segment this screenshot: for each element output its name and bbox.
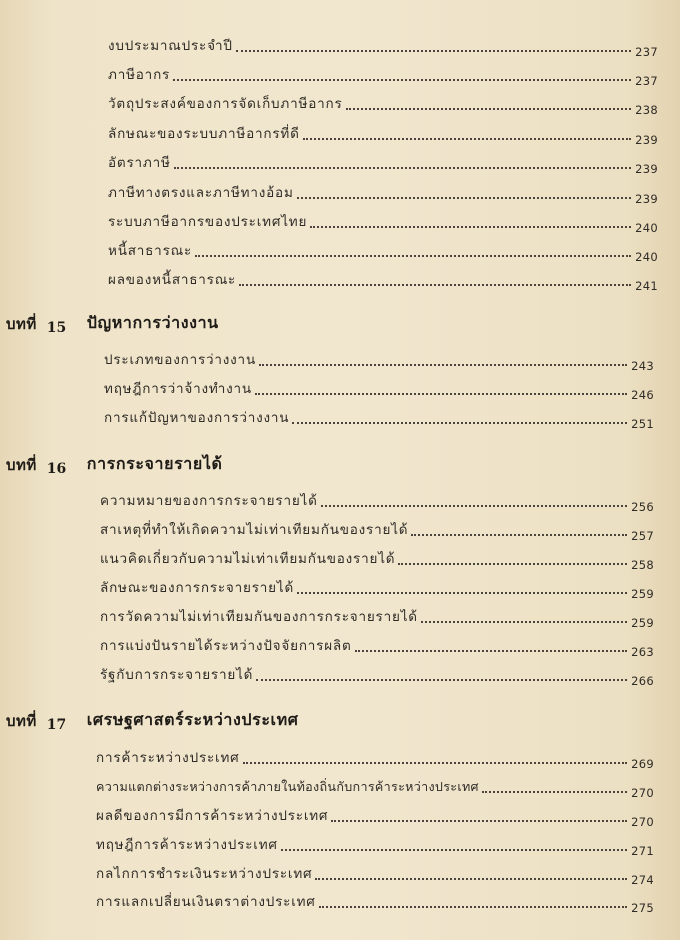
dot-leader <box>173 79 631 81</box>
entry-page-number: 270 <box>631 785 654 800</box>
toc-entry <box>100 543 654 572</box>
toc-entry <box>96 800 654 829</box>
dot-leader <box>236 50 631 52</box>
toc-entry <box>100 601 654 630</box>
toc-entry <box>108 147 658 176</box>
entry-page-number: 240 <box>635 220 658 235</box>
toc-entry <box>100 630 654 659</box>
toc-entry <box>96 858 654 887</box>
entry-title: ภาษีอากร <box>108 66 171 83</box>
toc-entry <box>100 572 654 601</box>
entry-title: การวัดความไม่เท่าเทียมกันของการกระจายรายได้ <box>100 608 418 625</box>
entry-page-number: 246 <box>631 387 654 402</box>
chapter-label: บทที่ <box>6 712 37 730</box>
toc-entry <box>108 88 658 117</box>
entry-title: แนวคิดเกี่ยวกับความไม่เท่าเทียมกันของรายได้ <box>100 550 396 567</box>
entry-title: ความแตกต่างระหว่างการค้าภายในท้องถิ่นกับการค้าระหว่างประเทศ <box>96 779 479 795</box>
entry-title: ทฤษฎีการค้าระหว่างประเทศ <box>96 836 278 853</box>
dot-leader <box>195 255 631 257</box>
entry-page-number: 270 <box>631 814 654 829</box>
entry-title: หนี้สาธารณะ <box>108 242 192 259</box>
toc-entry <box>104 402 654 431</box>
dot-leader <box>398 563 627 565</box>
toc-entry <box>96 886 654 915</box>
toc-entry <box>108 206 658 235</box>
chapter-heading <box>6 709 299 733</box>
dot-leader <box>259 364 627 366</box>
toc-entry <box>108 30 658 59</box>
dot-leader <box>297 592 627 594</box>
dot-leader <box>411 534 627 536</box>
chapter-title: ปัญหาการว่างงาน <box>86 313 219 332</box>
chapter-number: 17 <box>46 717 67 733</box>
entry-title: อัตราภาษี <box>108 154 171 171</box>
chapter-heading <box>6 312 219 336</box>
dot-leader <box>321 505 627 507</box>
entry-title: ผลดีของการมีการค้าระหว่างประเทศ <box>96 807 329 824</box>
entry-page-number: 239 <box>635 132 658 147</box>
entry-title: งบประมาณประจำปี <box>108 37 233 54</box>
dot-leader <box>297 197 631 199</box>
entry-page-number: 271 <box>631 843 654 858</box>
entry-title: รัฐกับการกระจายรายได้ <box>100 666 254 683</box>
toc-entry <box>96 771 654 800</box>
toc-entry <box>108 59 658 88</box>
dot-leader <box>346 108 632 110</box>
entry-page-number: 259 <box>631 615 654 630</box>
toc-entry <box>100 659 654 688</box>
entry-page-number: 241 <box>635 278 658 293</box>
entry-title: ประเภทของการว่างงาน <box>104 351 256 368</box>
entry-page-number: 259 <box>631 586 654 601</box>
entry-title: การแบ่งปันรายได้ระหว่างปัจจัยการผลิต <box>100 637 352 654</box>
chapter-label: บทที่ <box>6 315 37 333</box>
entry-page-number: 239 <box>635 191 658 206</box>
dot-leader <box>319 906 627 908</box>
entry-page-number: 237 <box>635 44 658 59</box>
toc-entry <box>104 344 654 373</box>
chapter-heading <box>6 453 222 477</box>
entry-title: การค้าระหว่างประเทศ <box>96 749 240 766</box>
dot-leader <box>310 226 631 228</box>
dot-leader <box>256 679 627 681</box>
toc-entry <box>108 118 658 147</box>
chapter-number: 16 <box>46 461 67 477</box>
dot-leader <box>281 849 627 851</box>
dot-leader <box>243 762 628 764</box>
entry-title: ลักษณะของการกระจายรายได้ <box>100 579 295 596</box>
entry-page-number: 266 <box>631 673 654 688</box>
dot-leader <box>292 422 627 424</box>
dot-leader <box>315 878 627 880</box>
entry-title: ผลของหนี้สาธารณะ <box>108 271 237 288</box>
dot-leader <box>482 791 627 793</box>
entry-title: ทฤษฎีการว่าจ้างทำงาน <box>104 380 252 397</box>
entry-page-number: 275 <box>631 900 654 915</box>
chapter-label: บทที่ <box>6 456 37 474</box>
entry-page-number: 238 <box>635 102 658 117</box>
dot-leader <box>303 138 631 140</box>
entry-title: การแก้ปัญหาของการว่างงาน <box>104 409 290 426</box>
entry-page-number: 274 <box>631 872 654 887</box>
dot-leader <box>355 650 628 652</box>
toc-entry <box>108 177 658 206</box>
entry-title: ภาษีทางตรงและภาษีทางอ้อม <box>108 184 294 201</box>
toc-entry <box>108 264 658 293</box>
entry-page-number: 243 <box>631 358 654 373</box>
entry-page-number: 251 <box>631 416 654 431</box>
chapter-title: การกระจายรายได้ <box>86 454 223 473</box>
entry-page-number: 237 <box>635 73 658 88</box>
entry-title: วัตถุประสงค์ของการจัดเก็บภาษีอากร <box>108 95 343 112</box>
entry-page-number: 240 <box>635 249 658 264</box>
entry-page-number: 263 <box>631 644 654 659</box>
dot-leader <box>331 820 627 822</box>
entry-title: ความหมายของการกระจายรายได้ <box>100 492 318 509</box>
dot-leader <box>255 393 627 395</box>
entry-page-number: 256 <box>631 499 654 514</box>
entry-page-number: 257 <box>631 528 654 543</box>
toc-entry <box>100 485 654 514</box>
toc-entry <box>96 742 654 771</box>
entry-page-number: 258 <box>631 557 654 572</box>
entry-title: สาเหตุที่ทำให้เกิดความไม่เท่าเทียมกันของรายได้ <box>100 521 409 538</box>
toc-entry <box>104 373 654 402</box>
entry-title: กลไกการชำระเงินระหว่างประเทศ <box>96 865 313 882</box>
toc-entry <box>100 514 654 543</box>
entry-title: การแลกเปลี่ยนเงินตราต่างประเทศ <box>96 893 316 910</box>
chapter-title: เศรษฐศาสตร์ระหว่างประเทศ <box>86 710 299 729</box>
chapter-number: 15 <box>46 320 67 336</box>
toc-entry <box>96 829 654 858</box>
dot-leader <box>421 621 627 623</box>
toc-entry <box>108 235 658 264</box>
entry-title: ลักษณะของระบบภาษีอากรที่ดี <box>108 125 300 142</box>
dot-leader <box>239 284 631 286</box>
entry-page-number: 239 <box>635 161 658 176</box>
dot-leader <box>174 167 631 169</box>
entry-title: ระบบภาษีอากรของประเทศไทย <box>108 213 308 230</box>
entry-page-number: 269 <box>631 756 654 771</box>
